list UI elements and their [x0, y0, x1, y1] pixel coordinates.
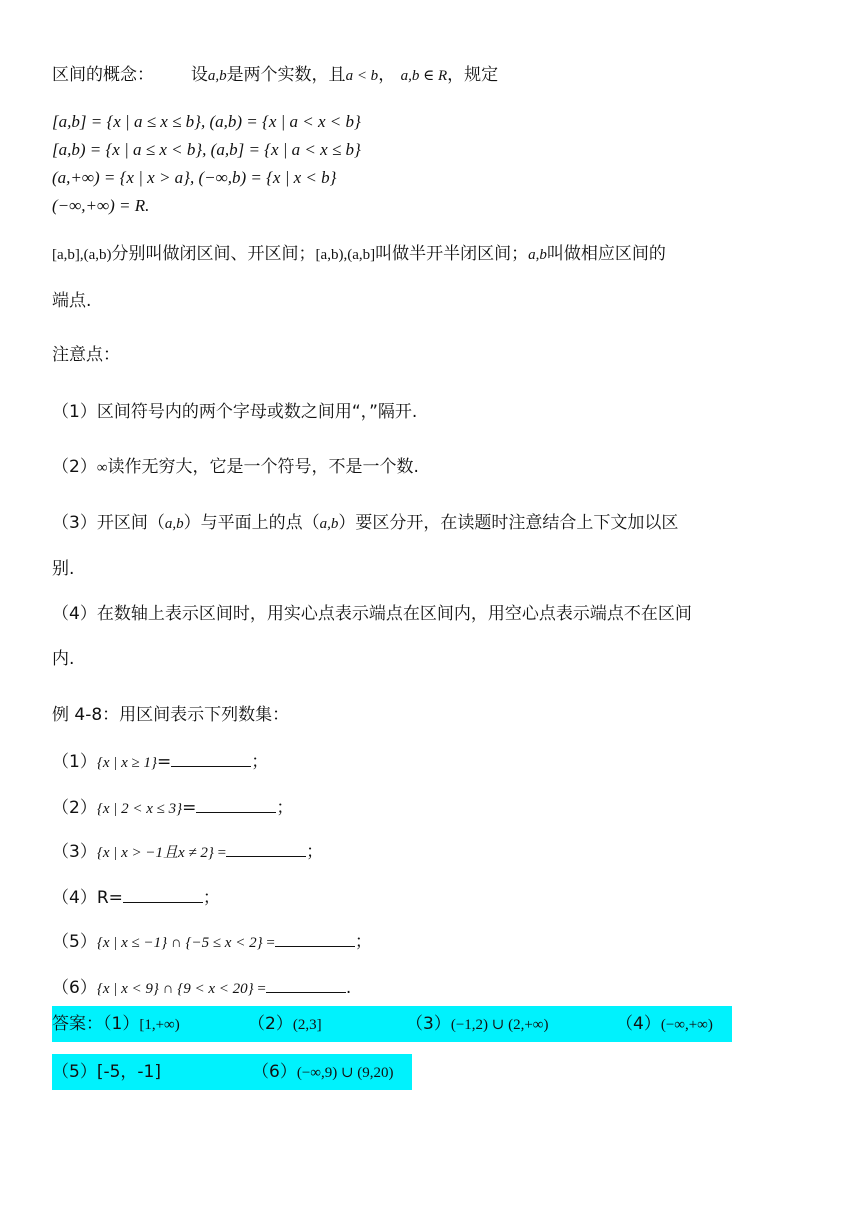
exercise-1 [52, 750, 268, 774]
note-3-part-c: ）要区分开，在读题时注意结合上下文加以区 [338, 513, 679, 533]
naming-closed-open-text: 分别叫做闭区间、开区间； [111, 244, 316, 264]
exercise-1-expr: {x | x ≥ 1} [96, 755, 157, 771]
answer-2-num: （2） [248, 1014, 293, 1034]
naming-line-2: 端点. [52, 291, 92, 311]
exercise-6-blank[interactable] [266, 976, 346, 993]
intro-label: 区间的概念： [52, 65, 154, 85]
notes-heading: 注意点： [52, 345, 120, 365]
exercise-5-num: （5） [52, 932, 97, 952]
note-3-part-a: （3）开区间（ [52, 513, 165, 533]
answer-2-wrap [248, 1013, 322, 1036]
answer-5-wrap [52, 1061, 161, 1083]
exercise-1-eq: = [157, 752, 172, 772]
exercise-4 [52, 886, 220, 909]
exercise-2-expr: {x | 2 < x ≤ 3} [96, 801, 183, 817]
naming-line-1 [52, 243, 666, 266]
note-3-line-2: 别. [52, 559, 75, 579]
intro-ab: a,b [207, 68, 227, 84]
exercise-4-num: （4） [52, 888, 97, 908]
naming-ends: a,b [528, 247, 547, 263]
naming-ends-text: 叫做相应区间的 [546, 244, 666, 264]
exercise-3-blank[interactable] [226, 840, 306, 857]
exercise-6-expr: {x | x < 9} ∩ {9 < x < 20} [96, 981, 254, 997]
answer-row-2 [52, 1054, 412, 1090]
exercise-5-expr: {x | x ≤ −1} ∩ {−5 ≤ x < 2} [96, 935, 263, 951]
exercise-3-expr: {x | x > −1且x ≠ 2} [96, 845, 214, 861]
exercise-6 [52, 976, 351, 1000]
exercise-5-blank[interactable] [275, 930, 355, 947]
exercise-2-eq: = [182, 798, 197, 818]
exercise-3-eq: = [213, 845, 227, 861]
answer-5-num: （5） [52, 1062, 97, 1082]
definition-2: [a,b) = {x | a ≤ x < b}, (a,b] = {x | a < x ≤ b} [52, 140, 361, 159]
exercise-4-blank[interactable] [123, 886, 203, 903]
note-1: （1）区间符号内的两个字母或数之间用“，”隔开. [52, 402, 418, 422]
answer-1-num: （1） [103, 1014, 140, 1034]
answer-row-1 [52, 1006, 732, 1042]
intro-line: 区间的概念： 设a,b是两个实数，且a < b， a,b ∈ R，规定 [52, 65, 499, 85]
exercise-3-end: ； [306, 842, 324, 862]
intro-define: ，规定 [447, 65, 499, 85]
exercise-6-end: . [345, 978, 352, 998]
answer-label [52, 1013, 180, 1036]
exercise-4-expr: R [96, 888, 109, 908]
note-4: （4）在数轴上表示区间时，用实心点表示端点在区间内，用空心点表示端点不在区间 [52, 604, 692, 624]
exercise-6-num: （6） [52, 978, 97, 998]
exercise-2-num: （2） [52, 798, 97, 818]
infinity-symbol: ∞ [96, 460, 108, 476]
answer-6: (−∞,9) ∪ (9,20) [296, 1065, 394, 1081]
note-3-point: a,b [319, 516, 339, 532]
exercise-5-eq: = [262, 935, 275, 951]
note-4-line-2: 内. [52, 649, 75, 669]
exercise-2 [52, 796, 293, 820]
exercise-1-blank[interactable] [171, 750, 251, 767]
example-title: 例 4-8：用区间表示下列数集： [52, 705, 290, 725]
naming-half: [a,b),(a,b] [315, 247, 376, 263]
exercise-6-eq: = [253, 981, 266, 997]
answer-label-text: 答案： [52, 1014, 103, 1034]
answer-4: (−∞,+∞) [660, 1017, 713, 1033]
answer-3: (−1,2) ∪ (2,+∞) [450, 1017, 549, 1033]
intro-ab-in-r: a,b ∈ R [400, 68, 448, 84]
exercise-2-end: ； [276, 798, 294, 818]
answer-1: [1,+∞) [139, 1017, 180, 1033]
exercise-4-eq: = [108, 888, 123, 908]
definition-1: [a,b] = {x | a ≤ x ≤ b}, (a,b) = {x | a < x < b} [52, 112, 361, 131]
note-2-num: （2） [52, 457, 97, 477]
answer-5: [-5，-1] [96, 1062, 161, 1082]
note-3-part-b: ）与平面上的点（ [183, 513, 320, 533]
exercise-1-num: （1） [52, 752, 97, 772]
exercise-3-num: （3） [52, 842, 97, 862]
answer-2: (2,3] [292, 1017, 322, 1033]
naming-closed-open: [a,b],(a,b) [52, 247, 112, 263]
exercise-4-end: ； [202, 888, 220, 908]
note-3-interval: a,b [164, 516, 184, 532]
intro-a-lt-b: a < b [345, 68, 379, 84]
naming-half-text: 叫做半开半闭区间； [375, 244, 529, 264]
note-2 [52, 456, 419, 479]
definition-3: (a,+∞) = {x | x > a}, (−∞,b) = {x | x < b} [52, 168, 337, 187]
answer-6-wrap [252, 1061, 394, 1084]
intro-let: 设 [190, 65, 208, 85]
note-2-text: 读作无穷大，它是一个符号，不是一个数. [107, 457, 419, 477]
exercise-1-end: ； [251, 752, 269, 772]
exercise-3 [52, 840, 323, 864]
exercise-2-blank[interactable] [196, 796, 276, 813]
exercise-5 [52, 930, 372, 954]
answer-3-wrap [406, 1013, 549, 1036]
answer-4-wrap [616, 1013, 713, 1036]
answer-3-num: （3） [406, 1014, 451, 1034]
answer-6-num: （6） [252, 1062, 297, 1082]
exercise-5-end: ； [354, 932, 372, 952]
definition-4: (−∞,+∞) = R. [52, 196, 150, 215]
intro-two-reals: 是两个实数，且 [226, 65, 346, 85]
note-3 [52, 512, 678, 535]
answer-4-num: （4） [616, 1014, 661, 1034]
